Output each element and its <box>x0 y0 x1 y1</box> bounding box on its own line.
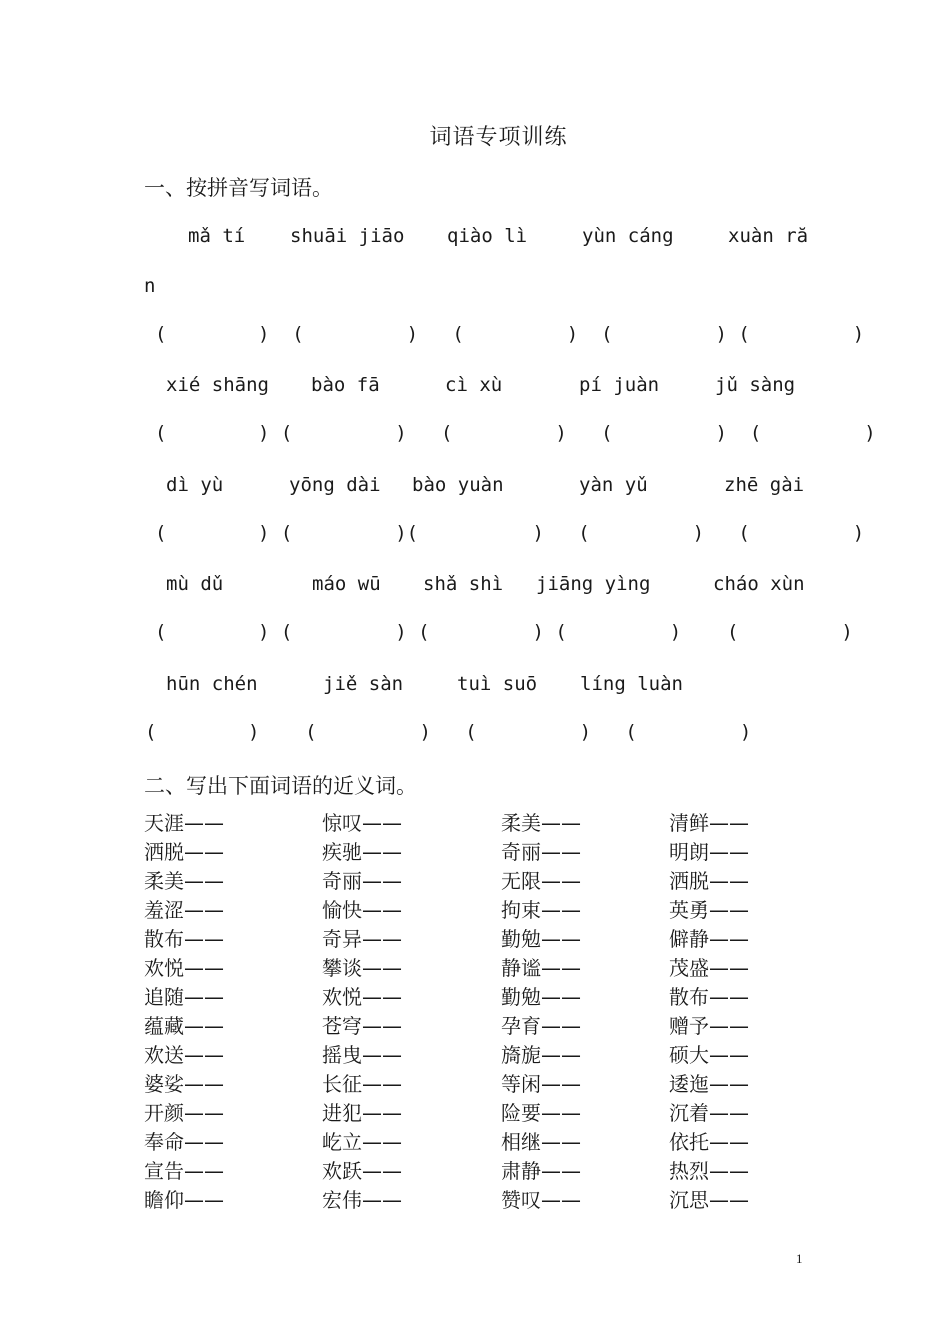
pinyin: yàn yǔ <box>579 474 648 496</box>
synonym-item[interactable]: 进犯—— <box>322 1101 402 1125</box>
pinyin: jǔ sàng <box>715 374 796 396</box>
synonym-item[interactable]: 沉着—— <box>669 1101 749 1125</box>
synonym-item[interactable]: 愉快—— <box>322 898 402 922</box>
synonym-item[interactable]: 欢悦—— <box>322 985 402 1009</box>
synonym-item[interactable]: 逶迤—— <box>669 1072 749 1096</box>
synonym-grid <box>144 809 844 1215</box>
pinyin: cháo xùn <box>713 573 805 595</box>
synonym-item[interactable]: 长征—— <box>322 1072 402 1096</box>
synonym-item[interactable]: 羞涩—— <box>144 898 224 922</box>
section1-heading: 一、按拼音写词语。 <box>144 176 333 200</box>
synonym-row <box>144 1186 844 1215</box>
synonym-item[interactable]: 婆娑—— <box>144 1072 224 1096</box>
pinyin: tuì suō <box>457 673 538 695</box>
synonym-item[interactable]: 明朗—— <box>669 840 749 864</box>
synonym-item[interactable]: 奇丽—— <box>501 840 581 864</box>
pinyin: bào yuàn <box>412 474 504 496</box>
synonym-item[interactable]: 沉思—— <box>669 1188 749 1212</box>
pinyin-wrap: n <box>144 275 156 297</box>
synonym-item[interactable]: 开颜—— <box>144 1101 224 1125</box>
synonym-item[interactable]: 热烈—— <box>669 1159 749 1183</box>
synonym-row <box>144 954 844 983</box>
synonym-row <box>144 925 844 954</box>
pinyin: xuàn ră <box>728 225 809 247</box>
synonym-item[interactable]: 无限—— <box>501 869 581 893</box>
answer-brackets[interactable]: ( ) ( )( ) ( ) ( ) <box>155 522 865 544</box>
synonym-item[interactable]: 清鲜—— <box>669 811 749 835</box>
synonym-item[interactable]: 英勇—— <box>669 898 749 922</box>
synonym-row <box>144 1041 844 1070</box>
pinyin: máo wū <box>312 573 381 595</box>
page-number: 1 <box>796 1251 803 1266</box>
synonym-item[interactable]: 柔美—— <box>501 811 581 835</box>
synonym-item[interactable]: 疾驰—— <box>322 840 402 864</box>
synonym-item[interactable]: 洒脱—— <box>669 869 749 893</box>
synonym-row <box>144 1157 844 1186</box>
synonym-item[interactable]: 追随—— <box>144 985 224 1009</box>
pinyin: líng luàn <box>580 673 683 695</box>
pinyin: cì xù <box>445 374 503 396</box>
pinyin: jiě sàn <box>323 673 404 695</box>
synonym-item[interactable]: 静谧—— <box>501 956 581 980</box>
synonym-item[interactable]: 赠予—— <box>669 1014 749 1038</box>
synonym-item[interactable]: 天涯—— <box>144 811 224 835</box>
synonym-row <box>144 983 844 1012</box>
pinyin: pí juàn <box>579 374 660 396</box>
synonym-item[interactable]: 宏伟—— <box>322 1188 402 1212</box>
synonym-item[interactable]: 瞻仰—— <box>144 1188 224 1212</box>
synonym-row <box>144 1070 844 1099</box>
synonym-item[interactable]: 茂盛—— <box>669 956 749 980</box>
synonym-item[interactable]: 宣告—— <box>144 1159 224 1183</box>
synonym-item[interactable]: 苍穹—— <box>322 1014 402 1038</box>
section2-heading: 二、写出下面词语的近义词。 <box>144 774 417 798</box>
synonym-item[interactable]: 旖旎—— <box>501 1043 581 1067</box>
synonym-item[interactable]: 孕育—— <box>501 1014 581 1038</box>
pinyin: shuāi jiāo <box>290 225 405 247</box>
pinyin: bào fā <box>311 374 380 396</box>
synonym-item[interactable]: 散布—— <box>144 927 224 951</box>
synonym-row <box>144 896 844 925</box>
synonym-item[interactable]: 等闲—— <box>501 1072 581 1096</box>
pinyin: xié shāng <box>166 374 269 396</box>
synonym-item[interactable]: 相继—— <box>501 1130 581 1154</box>
synonym-item[interactable]: 洒脱—— <box>144 840 224 864</box>
synonym-item[interactable]: 蕴藏—— <box>144 1014 224 1038</box>
synonym-item[interactable]: 依托—— <box>669 1130 749 1154</box>
synonym-item[interactable]: 险要—— <box>501 1101 581 1125</box>
pinyin: qiào lì <box>447 225 528 247</box>
synonym-item[interactable]: 硕大—— <box>669 1043 749 1067</box>
pinyin: jiāng yìng <box>536 573 651 595</box>
synonym-row <box>144 867 844 896</box>
pinyin: dì yù <box>166 474 224 496</box>
synonym-item[interactable]: 赞叹—— <box>501 1188 581 1212</box>
synonym-row <box>144 1128 844 1157</box>
synonym-item[interactable]: 摇曳—— <box>322 1043 402 1067</box>
pinyin: yōng dài <box>289 474 381 496</box>
synonym-row <box>144 809 844 838</box>
answer-brackets[interactable]: ( ) ( ) ( ) ( ) ( ) <box>155 621 853 643</box>
synonym-item[interactable]: 散布—— <box>669 985 749 1009</box>
page-title: 词语专项训练 <box>429 125 568 150</box>
synonym-item[interactable]: 勤勉—— <box>501 927 581 951</box>
answer-brackets[interactable]: ( ) ( ) ( ) ( ) ( ) <box>155 323 865 345</box>
pinyin: zhē gài <box>724 474 805 496</box>
answer-brackets[interactable]: ( ) ( ) ( ) ( ) ( ) <box>155 422 876 444</box>
synonym-item[interactable]: 柔美—— <box>144 869 224 893</box>
pinyin: hūn chén <box>166 673 258 695</box>
synonym-item[interactable]: 奇异—— <box>322 927 402 951</box>
pinyin: mǎ tí <box>188 225 246 247</box>
synonym-item[interactable]: 勤勉—— <box>501 985 581 1009</box>
synonym-item[interactable]: 肃静—— <box>501 1159 581 1183</box>
synonym-item[interactable]: 奉命—— <box>144 1130 224 1154</box>
pinyin: shǎ shì <box>423 573 504 595</box>
pinyin: yùn cáng <box>582 225 674 247</box>
synonym-item[interactable]: 屹立—— <box>322 1130 402 1154</box>
synonym-item[interactable]: 欢跃—— <box>322 1159 402 1183</box>
synonym-row <box>144 1012 844 1041</box>
synonym-item[interactable]: 欢悦—— <box>144 956 224 980</box>
synonym-item[interactable]: 奇丽—— <box>322 869 402 893</box>
synonym-row <box>144 838 844 867</box>
synonym-item[interactable]: 拘束—— <box>501 898 581 922</box>
synonym-row <box>144 1099 844 1128</box>
synonym-item[interactable]: 欢送—— <box>144 1043 224 1067</box>
pinyin: mù dǔ <box>166 573 224 595</box>
synonym-item[interactable]: 攀谈—— <box>322 956 402 980</box>
synonym-item[interactable]: 惊叹—— <box>322 811 402 835</box>
synonym-item[interactable]: 僻静—— <box>669 927 749 951</box>
answer-brackets[interactable]: ( ) ( ) ( ) ( ) <box>145 721 752 743</box>
